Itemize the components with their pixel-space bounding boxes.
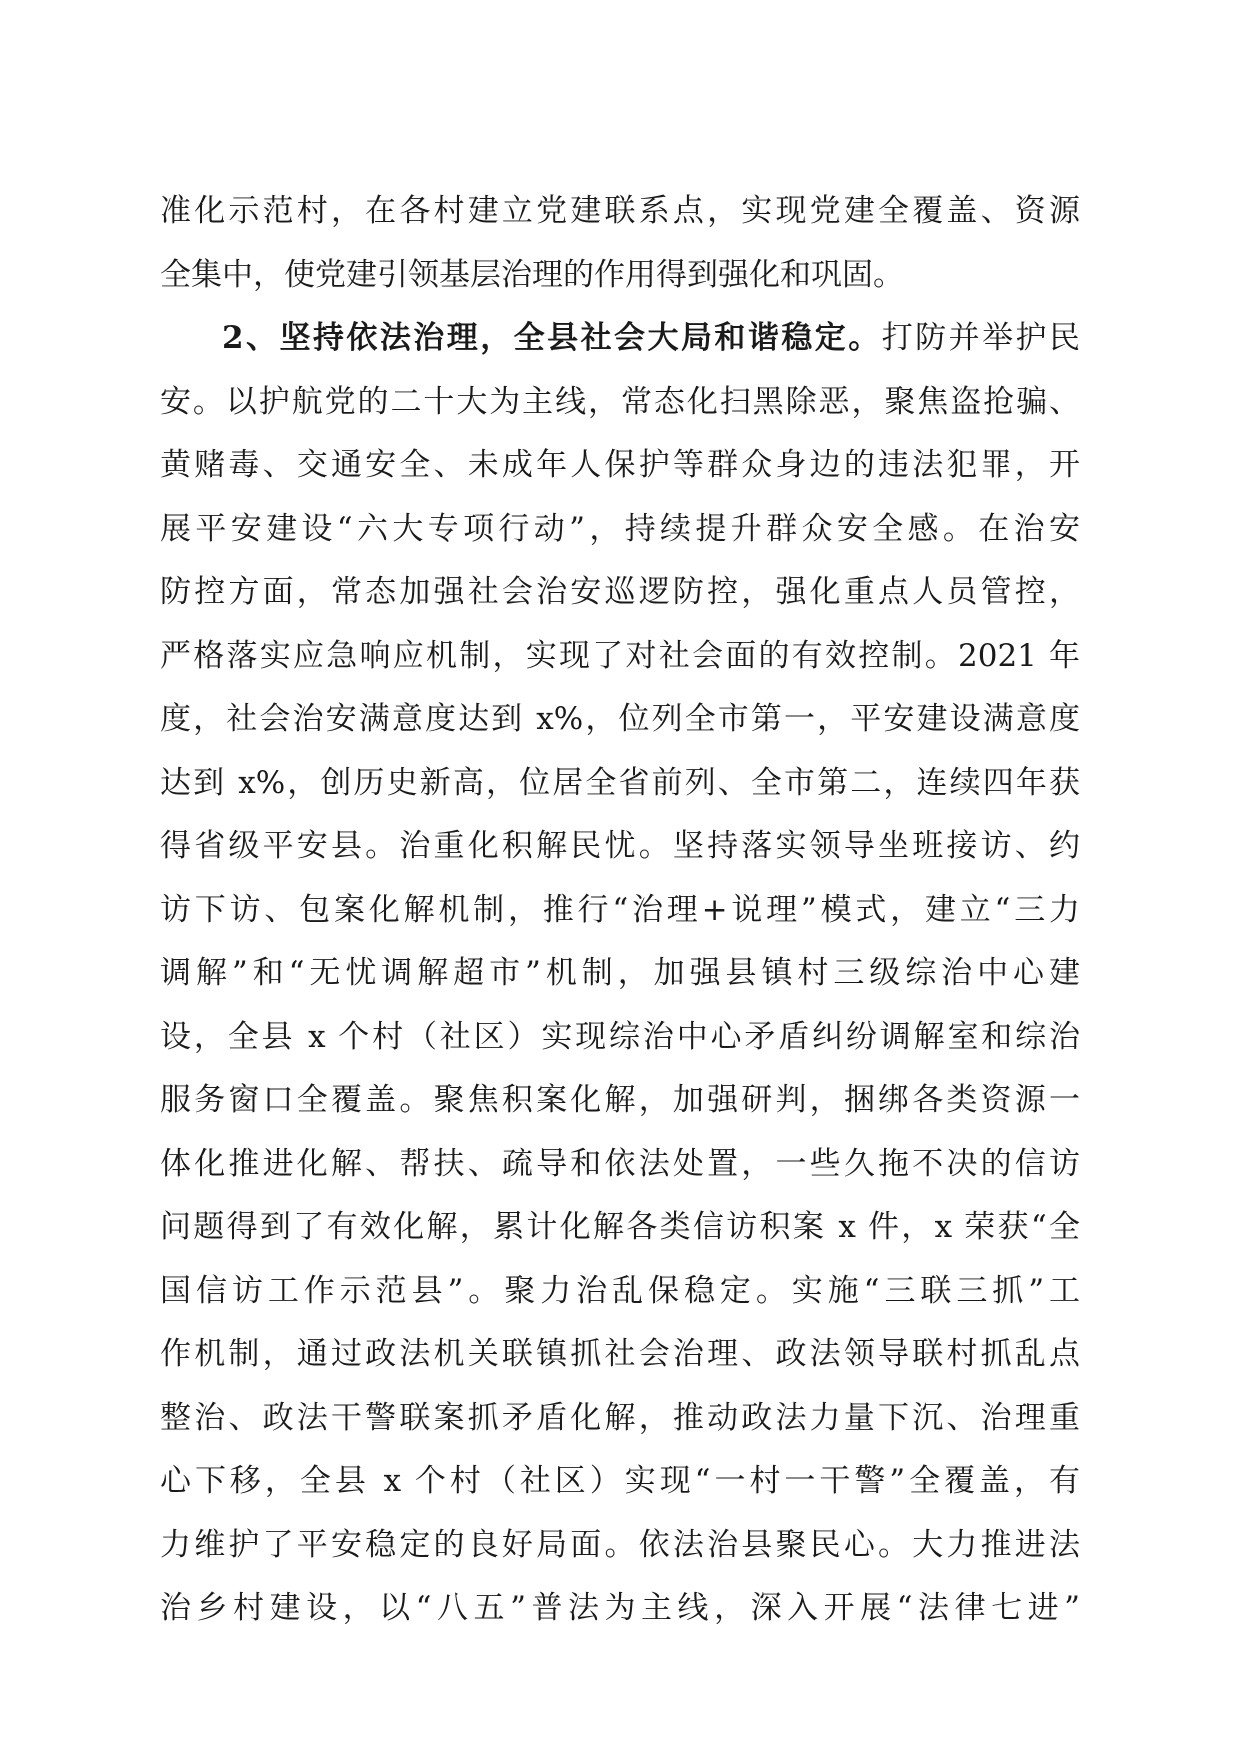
paragraph-line: 得省级平安县。治重化积解民忧。坚持落实领导坐班接访、约	[160, 828, 1080, 864]
paragraph-line: 作机制，通过政法机关联镇抓社会治理、政法领导联村抓乱点	[160, 1336, 1080, 1372]
paragraph-line: 服务窗口全覆盖。聚焦积案化解，加强研判，捆绑各类资源一	[160, 1082, 1080, 1118]
paragraph-line: 问题得到了有效化解，累计化解各类信访积案 x 件，x 荣获“全	[160, 1209, 1080, 1245]
paragraph-line: 严格落实应急响应机制，实现了对社会面的有效控制。2021 年	[160, 637, 1080, 674]
paragraph-line: 设，全县 x 个村（社区）实现综治中心矛盾纠纷调解室和综治	[160, 1018, 1080, 1055]
paragraph-line: 调解”和“无忧调解超市”机制，加强县镇村三级综治中心建	[160, 955, 1080, 991]
paragraph-line: 整治、政法干警联案抓矛盾化解，推动政法力量下沉、治理重	[160, 1399, 1080, 1436]
paragraph-line: 黄赌毒、交通安全、未成年人保护等群众身边的违法犯罪，开	[160, 447, 1080, 483]
paragraph-line: 达到 x%，创历史新高，位居全省前列、全市第二，连续四年获	[160, 764, 1080, 801]
intro-line-2: 全集中，使党建引领基层治理的作用得到强化和巩固。	[160, 256, 904, 293]
paragraph-line: 安。以护航党的二十大为主线，常态化扫黑除恶，聚焦盗抢骗、	[160, 383, 1080, 420]
paragraph-line: 防控方面，常态加强社会治安巡逻防控，强化重点人员管控，	[160, 574, 1080, 610]
body-text	[160, 180, 1080, 1641]
section-2-first-line-rest: 打防并举护民	[881, 320, 1081, 356]
paragraph-line: 心下移，全县 x 个村（社区）实现“一村一干警”全覆盖，有	[160, 1463, 1080, 1499]
section-2-first-line	[160, 307, 1080, 371]
paragraph-line: 体化推进化解、帮扶、疏导和依法处置，一些久拖不决的信访	[160, 1145, 1080, 1182]
paragraph-line: 力维护了平安稳定的良好局面。依法治县聚民心。大力推进法	[160, 1526, 1080, 1563]
paragraph-line: 展平安建设“六大专项行动”，持续提升群众安全感。在治安	[160, 510, 1080, 547]
section-2-heading: 2、坚持依法治理，全县社会大局和谐稳定。	[222, 320, 882, 356]
paragraph-line: 治乡村建设，以“八五”普法为主线，深入开展“法律七进”	[160, 1590, 1080, 1626]
paragraph-line: 国信访工作示范县”。聚力治乱保稳定。实施“三联三抓”工	[160, 1272, 1080, 1309]
paragraph-line: 访下访、包案化解机制，推行“治理+说理”模式，建立“三力	[160, 891, 1080, 928]
intro-line-1: 准化示范村，在各村建立党建联系点，实现党建全覆盖、资源	[160, 193, 1080, 229]
paragraph-line: 度，社会治安满意度达到 x%，位列全市第一，平安建设满意度	[160, 701, 1080, 737]
